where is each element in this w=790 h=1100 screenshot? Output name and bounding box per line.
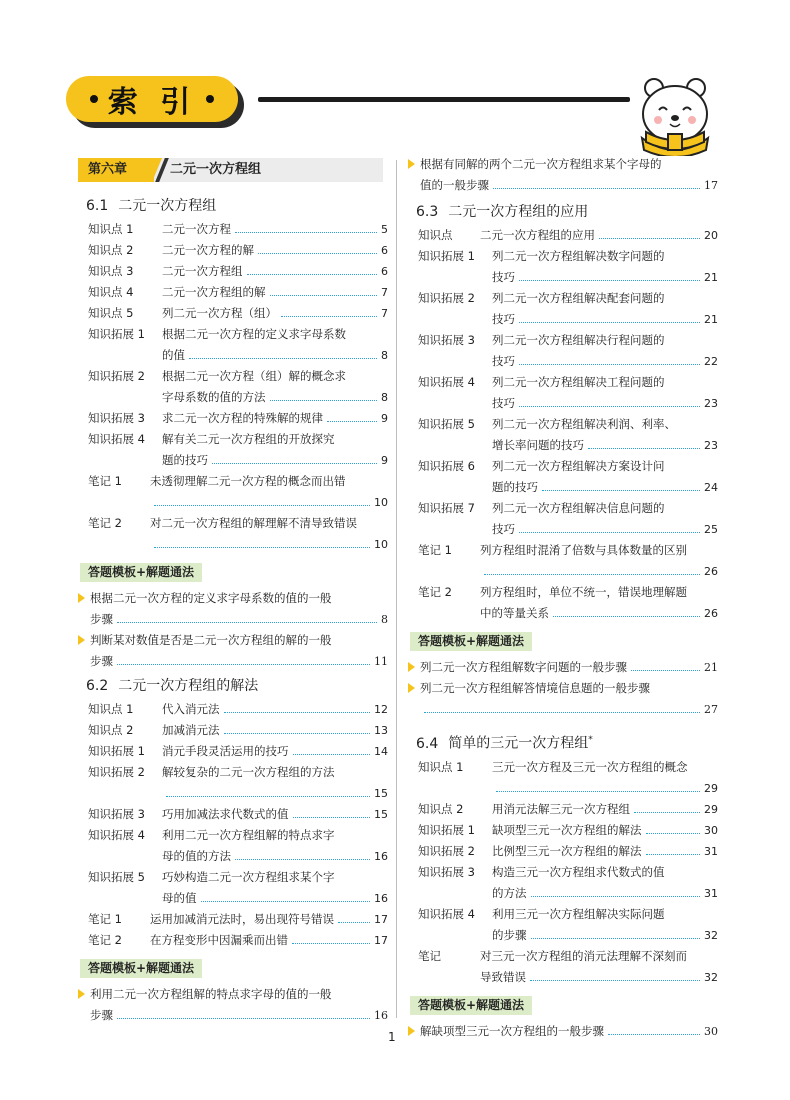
entry-label: 知识拓展 3 xyxy=(88,411,145,425)
leader-dots xyxy=(519,321,700,323)
index-entry xyxy=(78,825,388,867)
entry-text: 解较复杂的二元一次方程组的方法 xyxy=(162,765,335,779)
entry-text: 运用加减消元法时，易出现符号错误 xyxy=(150,912,334,926)
template-entries xyxy=(408,154,718,196)
template-entries xyxy=(78,984,388,1026)
entry-text: 技巧 xyxy=(492,270,515,284)
page-ref: 7 xyxy=(381,307,388,320)
entry-text: 列二元一次方程组解决行程问题的 xyxy=(492,333,665,347)
section-6-1-entries xyxy=(78,219,388,555)
entry-label: 知识拓展 2 xyxy=(88,369,145,383)
entry-text: 的步骤 xyxy=(492,927,527,942)
index-entry xyxy=(408,456,718,498)
triangle-bullet-icon xyxy=(78,989,85,999)
template-entries xyxy=(78,588,388,672)
page-ref: 30 xyxy=(704,1024,718,1038)
chapter-header xyxy=(78,158,388,182)
entry-label: 笔记 2 xyxy=(88,516,122,530)
page-ref: 30 xyxy=(704,823,718,837)
entry-label: 知识拓展 2 xyxy=(418,843,475,858)
entry-label: 笔记 1 xyxy=(88,474,122,488)
index-entry xyxy=(78,324,388,366)
entry-text: 利用二元一次方程组解的特点求字母的值的一般 xyxy=(90,987,332,1001)
section-6-4-entries xyxy=(408,757,718,988)
leader-dots xyxy=(493,187,700,189)
page-ref: 16 xyxy=(374,892,388,905)
page-ref: 15 xyxy=(374,808,388,821)
entry-text: 三元一次方程及三元一次方程组的概念 xyxy=(492,759,688,774)
leader-dots xyxy=(634,811,700,813)
entry-label: 知识拓展 4 xyxy=(418,906,475,921)
page-ref: 5 xyxy=(381,223,388,236)
entry-text: 列方程组时混淆了倍数与具体数量的区别 xyxy=(480,543,687,557)
entry-text: 值的一般步骤 xyxy=(420,178,489,192)
leader-dots xyxy=(166,795,370,797)
section-6-3-entries xyxy=(408,225,718,624)
entry-text: 列二元一次方程组解决利润、利率、 xyxy=(492,417,676,431)
bullet-dot-icon xyxy=(90,95,98,103)
leader-dots xyxy=(154,546,370,548)
method-entry xyxy=(408,1021,718,1042)
index-entry xyxy=(78,513,388,555)
index-left-column xyxy=(78,158,388,1026)
entry-text: 二元一次方程 xyxy=(162,222,231,236)
entry-text: 代入消元法 xyxy=(162,702,220,716)
index-entry xyxy=(78,303,388,324)
index-entry xyxy=(78,219,388,240)
page-ref: 8 xyxy=(381,349,388,362)
page-ref: 20 xyxy=(704,229,718,242)
entry-text: 对二元一次方程组的解理解不清导致错误 xyxy=(150,516,357,530)
index-entry xyxy=(408,414,718,456)
page-ref: 11 xyxy=(374,655,388,668)
page-ref: 12 xyxy=(374,703,388,716)
index-entry xyxy=(78,261,388,282)
entry-label: 知识点 xyxy=(418,228,453,242)
entry-text: 比例型三元一次方程组的解法 xyxy=(492,843,642,858)
entry-label: 知识拓展 3 xyxy=(88,807,145,821)
entry-label: 知识拓展 1 xyxy=(88,327,145,341)
page-ref: 32 xyxy=(704,928,718,942)
page-ref: 31 xyxy=(704,886,718,900)
entry-text: 列二元一次方程组解决配套问题的 xyxy=(492,291,665,305)
method-entry xyxy=(408,657,718,678)
entry-label: 知识拓展 2 xyxy=(88,765,145,779)
index-entry xyxy=(78,930,388,951)
entry-label: 笔记 2 xyxy=(88,933,122,947)
entry-text: 题的技巧 xyxy=(162,453,208,467)
entry-text: 解缺项型三元一次方程组的一般步骤 xyxy=(420,1023,604,1038)
leader-dots xyxy=(424,711,700,713)
page-ref: 23 xyxy=(704,397,718,410)
index-entry xyxy=(78,240,388,261)
leader-dots xyxy=(531,895,701,897)
entry-label: 知识拓展 4 xyxy=(88,828,145,842)
entry-label: 知识拓展 7 xyxy=(418,501,475,515)
page-ref: 6 xyxy=(381,265,388,278)
page-ref: 13 xyxy=(374,724,388,737)
leader-dots xyxy=(553,615,700,617)
entry-text: 步骤 xyxy=(90,612,113,626)
entry-text: 巧用加减法求代数式的值 xyxy=(162,807,289,821)
leader-dots xyxy=(531,937,701,939)
entry-text: 列二元一次方程（组） xyxy=(162,306,277,320)
entry-label: 知识拓展 2 xyxy=(418,291,475,305)
method-entry xyxy=(408,154,718,196)
entry-text: 技巧 xyxy=(492,354,515,368)
entry-text: 二元一次方程组的解 xyxy=(162,285,266,299)
entry-label: 知识点 2 xyxy=(418,801,464,816)
page-ref: 16 xyxy=(374,850,388,863)
page-ref: 17 xyxy=(374,934,388,947)
index-entry xyxy=(408,799,718,820)
leader-dots xyxy=(224,732,371,734)
entry-text: 利用三元一次方程组解决实际问题 xyxy=(492,906,665,921)
entry-text: 求二元一次方程的特殊解的规律 xyxy=(162,411,323,425)
chapter-tag: 第六章 xyxy=(78,158,154,182)
method-entry xyxy=(78,630,388,672)
entry-text: 列方程组时，单位不统一，错误地理解题 xyxy=(480,585,687,599)
leader-dots xyxy=(519,279,700,281)
leader-dots xyxy=(519,363,700,365)
index-entry xyxy=(78,408,388,429)
section-heading: 6.1 二元一次方程组 xyxy=(86,198,217,214)
entry-text: 母的值 xyxy=(162,891,197,905)
entry-label: 知识拓展 1 xyxy=(88,744,145,758)
entry-label: 知识拓展 1 xyxy=(418,822,475,837)
leader-dots xyxy=(608,1033,700,1035)
leader-dots xyxy=(117,663,370,665)
entry-text: 根据有同解的两个二元一次方程组求某个字母的 xyxy=(420,157,662,171)
index-entry xyxy=(78,741,388,762)
entry-text: 的方法 xyxy=(492,885,527,900)
entry-text: 根据二元一次方程的定义求字母系数 xyxy=(162,327,346,341)
entry-text: 在方程变形中因漏乘而出错 xyxy=(150,933,288,947)
entry-text: 技巧 xyxy=(492,312,515,326)
index-entry xyxy=(408,582,718,624)
page-ref: 27 xyxy=(704,703,718,716)
title-rule xyxy=(258,97,630,102)
index-entry xyxy=(78,366,388,408)
leader-dots xyxy=(154,504,370,506)
page-ref: 26 xyxy=(704,607,718,620)
entry-text: 技巧 xyxy=(492,396,515,410)
entry-text: 列二元一次方程组解决方案设计问 xyxy=(492,459,665,473)
entry-text: 利用二元一次方程组解的特点求字 xyxy=(162,828,335,842)
method-entry xyxy=(78,984,388,1026)
entry-label: 知识拓展 4 xyxy=(88,432,145,446)
entry-label: 知识点 5 xyxy=(88,306,134,320)
leader-dots xyxy=(212,462,377,464)
leader-dots xyxy=(281,315,377,317)
entry-label: 知识点 2 xyxy=(88,243,134,257)
index-entry xyxy=(408,904,718,946)
entry-text: 构造三元一次方程组求代数式的值 xyxy=(492,864,665,879)
entry-text: 增长率问题的技巧 xyxy=(492,438,584,452)
page-ref: 29 xyxy=(704,781,718,795)
page-ref: 26 xyxy=(704,565,718,578)
entry-label: 笔记 1 xyxy=(88,912,122,926)
section-heading: 6.3 二元一次方程组的应用 xyxy=(416,204,589,220)
triangle-bullet-icon xyxy=(78,635,85,645)
leader-dots xyxy=(247,273,378,275)
column-divider xyxy=(396,160,397,1018)
leader-dots xyxy=(484,573,700,575)
entry-text: 列二元一次方程组解数字问题的一般步骤 xyxy=(420,660,627,674)
page-ref: 22 xyxy=(704,355,718,368)
entry-label: 知识拓展 5 xyxy=(88,870,145,884)
triangle-bullet-icon xyxy=(408,683,415,693)
leader-dots xyxy=(235,231,377,233)
page-ref: 10 xyxy=(374,538,388,551)
page-ref: 8 xyxy=(381,391,388,404)
entry-text: 导致错误 xyxy=(480,969,526,984)
bear-mascot-icon xyxy=(632,70,718,156)
entry-label: 知识拓展 3 xyxy=(418,333,475,347)
entry-text: 列二元一次方程组解答情境信息题的一般步骤 xyxy=(420,681,650,695)
index-entry xyxy=(78,804,388,825)
entry-text: 二元一次方程组的应用 xyxy=(480,228,595,242)
leader-dots xyxy=(270,399,378,401)
entry-text: 列二元一次方程组解决信息问题的 xyxy=(492,501,665,515)
page-ref: 23 xyxy=(704,439,718,452)
template-entries xyxy=(408,1021,718,1042)
leader-dots xyxy=(293,816,371,818)
leader-dots xyxy=(496,790,700,792)
leader-dots xyxy=(519,405,700,407)
index-entry xyxy=(78,909,388,930)
leader-dots xyxy=(327,420,377,422)
leader-dots xyxy=(542,489,700,491)
index-entry xyxy=(408,288,718,330)
entry-text: 根据二元一次方程的定义求字母系数的值的一般 xyxy=(90,591,332,605)
index-entry xyxy=(78,762,388,804)
leader-dots xyxy=(530,979,700,981)
page-ref: 25 xyxy=(704,523,718,536)
triangle-bullet-icon xyxy=(408,159,415,169)
leader-dots xyxy=(599,237,700,239)
index-entry xyxy=(408,841,718,862)
page-ref: 32 xyxy=(704,970,718,984)
entry-text: 巧妙构造二元一次方程组求某个字 xyxy=(162,870,335,884)
page-ref: 21 xyxy=(704,313,718,326)
index-entry xyxy=(408,820,718,841)
index-entry xyxy=(78,429,388,471)
entry-label: 笔记 xyxy=(418,948,441,963)
entry-label: 知识点 1 xyxy=(418,759,464,774)
index-entry xyxy=(408,498,718,540)
entry-text: 解有关二元一次方程组的开放探究 xyxy=(162,432,335,446)
index-entry xyxy=(408,862,718,904)
entry-text: 二元一次方程组 xyxy=(162,264,243,278)
entry-text: 步骤 xyxy=(90,1008,113,1022)
bullet-dot-icon xyxy=(206,95,214,103)
index-entry xyxy=(78,471,388,513)
triangle-bullet-icon xyxy=(78,593,85,603)
entry-text: 未透彻理解二元一次方程的概念而出错 xyxy=(150,474,346,488)
leader-dots xyxy=(258,252,377,254)
chapter-title: 二元一次方程组 xyxy=(170,162,262,177)
index-title-badge xyxy=(66,76,244,126)
index-entry xyxy=(408,946,718,988)
page-ref: 16 xyxy=(374,1009,388,1022)
index-entry xyxy=(78,720,388,741)
leader-dots xyxy=(646,853,701,855)
leader-dots xyxy=(117,1017,370,1019)
index-entry xyxy=(78,867,388,909)
page-ref: 21 xyxy=(704,661,718,674)
index-entry xyxy=(408,225,718,246)
page-ref: 9 xyxy=(381,454,388,467)
leader-dots xyxy=(631,669,700,671)
section-6-2-entries xyxy=(78,699,388,951)
index-entry xyxy=(78,282,388,303)
page-ref: 6 xyxy=(381,244,388,257)
leader-dots xyxy=(270,294,378,296)
leader-dots xyxy=(235,858,370,860)
template-label: 答题模板+解题通法 xyxy=(80,959,202,978)
entry-text: 的值 xyxy=(162,348,185,362)
entry-text: 步骤 xyxy=(90,654,113,668)
leader-dots xyxy=(646,832,701,834)
page-ref: 7 xyxy=(381,286,388,299)
index-entry xyxy=(408,372,718,414)
page-ref: 21 xyxy=(704,271,718,284)
method-entry xyxy=(408,678,718,720)
entry-label: 知识拓展 4 xyxy=(418,375,475,389)
leader-dots xyxy=(117,621,377,623)
index-entry xyxy=(78,699,388,720)
section-heading: 6.2 二元一次方程组的解法 xyxy=(86,678,259,694)
page-ref: 17 xyxy=(704,179,718,192)
leader-dots xyxy=(588,447,700,449)
method-entry xyxy=(78,588,388,630)
entry-label: 知识点 4 xyxy=(88,285,134,299)
entry-text: 字母系数的值的方法 xyxy=(162,390,266,404)
entry-text: 列二元一次方程组解决数字问题的 xyxy=(492,249,665,263)
entry-label: 知识点 2 xyxy=(88,723,134,737)
entry-text: 用消元法解三元一次方程组 xyxy=(492,801,630,816)
leader-dots xyxy=(338,921,370,923)
page-number: 1 xyxy=(388,1030,396,1044)
entry-label: 知识点 1 xyxy=(88,702,134,716)
entry-label: 笔记 1 xyxy=(418,543,452,557)
page-ref: 9 xyxy=(381,412,388,425)
page-ref: 10 xyxy=(374,496,388,509)
entry-label: 知识拓展 6 xyxy=(418,459,475,473)
template-entries xyxy=(408,657,718,720)
index-entry xyxy=(408,757,718,799)
section-heading: 6.4 简单的三元一次方程组* xyxy=(416,735,593,752)
entry-label: 知识点 1 xyxy=(88,222,134,236)
leader-dots xyxy=(293,753,371,755)
entry-text: 缺项型三元一次方程组的解法 xyxy=(492,822,642,837)
triangle-bullet-icon xyxy=(408,1026,415,1036)
entry-label: 知识拓展 3 xyxy=(418,864,475,879)
leader-dots xyxy=(292,942,370,944)
leader-dots xyxy=(201,900,371,902)
leader-dots xyxy=(189,357,377,359)
page-title: 索 引 xyxy=(107,85,197,120)
page-ref: 17 xyxy=(374,913,388,926)
page-ref: 24 xyxy=(704,481,718,494)
entry-text: 根据二元一次方程（组）解的概念求 xyxy=(162,369,346,383)
entry-text: 母的值的方法 xyxy=(162,849,231,863)
entry-label: 知识拓展 1 xyxy=(418,249,475,263)
index-right-column xyxy=(408,154,718,1042)
template-label: 答题模板+解题通法 xyxy=(410,996,532,1015)
page-ref: 15 xyxy=(374,787,388,800)
entry-text: 题的技巧 xyxy=(492,480,538,494)
triangle-bullet-icon xyxy=(408,662,415,672)
page-ref: 8 xyxy=(381,613,388,626)
entry-text: 判断某对数值是否是二元一次方程组的解的一般 xyxy=(90,633,332,647)
leader-dots xyxy=(519,531,700,533)
entry-text: 对三元一次方程组的消元法理解不深刻而 xyxy=(480,948,687,963)
leader-dots xyxy=(224,711,371,713)
entry-text: 二元一次方程的解 xyxy=(162,243,254,257)
entry-text: 技巧 xyxy=(492,522,515,536)
entry-label: 知识点 3 xyxy=(88,264,134,278)
entry-label: 知识拓展 5 xyxy=(418,417,475,431)
index-entry xyxy=(408,330,718,372)
entry-text: 中的等量关系 xyxy=(480,606,549,620)
template-label: 答题模板+解题通法 xyxy=(80,563,202,582)
page-ref: 29 xyxy=(704,802,718,816)
index-entry xyxy=(408,246,718,288)
entry-text: 消元手段灵活运用的技巧 xyxy=(162,744,289,758)
page-ref: 14 xyxy=(374,745,388,758)
index-entry xyxy=(408,540,718,582)
entry-label: 笔记 2 xyxy=(418,585,452,599)
entry-text: 加减消元法 xyxy=(162,723,220,737)
entry-text: 列二元一次方程组解决工程问题的 xyxy=(492,375,665,389)
page-ref: 31 xyxy=(704,844,718,858)
template-label: 答题模板+解题通法 xyxy=(410,632,532,651)
